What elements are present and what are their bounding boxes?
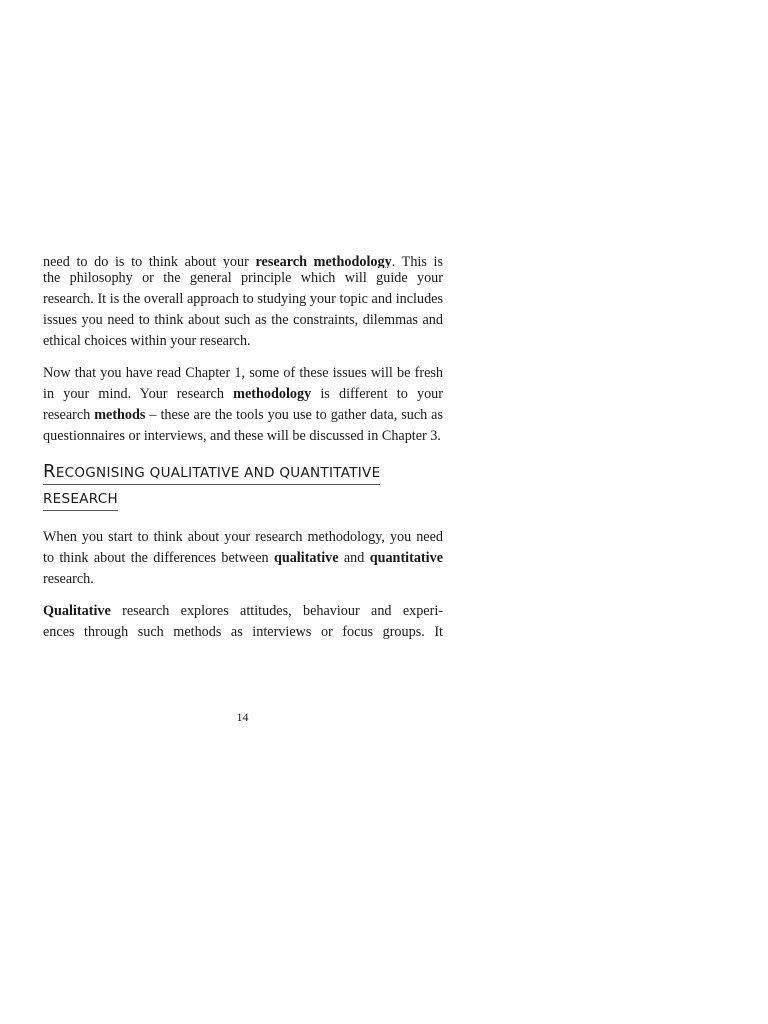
section-heading-line-2 bbox=[43, 488, 118, 511]
paragraph-methodology-intro bbox=[43, 248, 443, 352]
qualitative-term-2: Qualitative bbox=[43, 603, 111, 619]
page-number: 14 bbox=[236, 710, 249, 724]
methods-term: methods bbox=[94, 407, 146, 423]
quantitative-term: quantitative bbox=[369, 550, 443, 566]
paragraph3-text-2: and bbox=[338, 550, 370, 566]
paragraph4-text-1: research explores attitudes, behaviour and experi- bbox=[110, 603, 443, 619]
qualitative-term: qualitative bbox=[273, 550, 339, 566]
heading-initial-cap: R bbox=[43, 461, 56, 482]
paragraph3-text-1: When you start to think about your research methodology, you need to think about the differences between bbox=[43, 529, 443, 566]
paragraph-qualitative bbox=[43, 601, 443, 643]
paragraph3-text-3: research. bbox=[43, 571, 94, 587]
paragraph1-body: the philosophy or the general principle which will guide your research. It is the overall approach to studying your topic and includes issues you need to think about such as the constraints, dilemmas and ethical choices within your research. bbox=[43, 270, 443, 349]
methodology-term: methodology bbox=[233, 386, 312, 402]
heading-line2: RESEARCH bbox=[43, 491, 118, 507]
page-content bbox=[43, 248, 443, 654]
section-heading-line-1 bbox=[43, 461, 380, 485]
heading-line1-rest: ECOGNISING QUALITATIVE AND QUANTITATIVE bbox=[55, 465, 381, 481]
paragraph4-line-2: ences through such methods as interviews or focus groups. It bbox=[43, 624, 443, 640]
paragraph2-text-1: Now that you have read Chapter 1, some of these issues will be fresh in your mind. Your research bbox=[43, 365, 443, 402]
paragraph2-text-3: – these are the tools you use to gather data, such as questionnaires or interviews, and these will be discussed in Chapter 3. bbox=[43, 407, 443, 444]
paragraph-differences bbox=[43, 527, 443, 590]
paragraph1-line1-text-a: need to do is to think about your bbox=[43, 254, 256, 268]
paragraph-methodology-vs-methods bbox=[43, 363, 443, 447]
section-heading bbox=[43, 461, 443, 513]
research-methodology-term: research methodology bbox=[255, 254, 392, 268]
paragraph2-text-2: is different to your research bbox=[43, 386, 443, 423]
paragraph4-line-1 bbox=[43, 601, 443, 622]
paragraph1-line1-text-b: . This is bbox=[391, 254, 443, 268]
cut-off-first-line bbox=[43, 248, 443, 268]
